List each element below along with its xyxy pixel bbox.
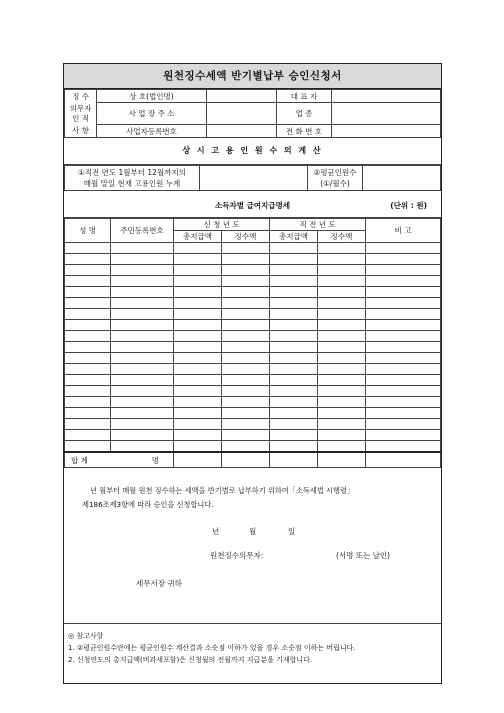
table-cell[interactable] <box>270 375 318 386</box>
average-label-line2: (①/월수) <box>320 179 350 188</box>
table-row <box>65 287 441 298</box>
table-cell[interactable] <box>270 298 318 309</box>
phone-value[interactable] <box>332 125 441 138</box>
total-row-label <box>65 452 174 468</box>
table-cell[interactable] <box>318 276 366 287</box>
table-cell[interactable] <box>318 441 366 453</box>
group-label-2-3 <box>65 103 97 125</box>
table-cell[interactable] <box>174 353 222 364</box>
unit-label: (단위 : 원) <box>390 201 427 210</box>
table-cell[interactable] <box>174 309 222 320</box>
table-cell[interactable] <box>174 331 222 342</box>
phone-label: 전 화 번 호 <box>277 125 332 138</box>
form-title: 원천징수세액 반기별납부 승인신청서 <box>64 64 441 89</box>
table-cell[interactable] <box>111 419 174 430</box>
table-cell[interactable] <box>174 243 222 254</box>
group-label-1: 징 수 <box>65 90 97 103</box>
table-cell[interactable] <box>318 353 366 364</box>
table-cell[interactable] <box>270 408 318 419</box>
cumulative-label <box>65 166 200 191</box>
table-cell[interactable] <box>270 309 318 320</box>
table-cell[interactable] <box>111 331 174 342</box>
table-cell[interactable] <box>174 320 222 331</box>
col-note: 비 고 <box>366 219 441 243</box>
table-cell[interactable] <box>366 309 441 320</box>
table-cell[interactable] <box>174 342 222 353</box>
col-pay: 총지급액 <box>174 231 222 243</box>
table-cell[interactable] <box>111 298 174 309</box>
table-cell[interactable] <box>222 254 270 265</box>
table-row <box>65 331 441 342</box>
table-row <box>65 298 441 309</box>
table-cell[interactable] <box>270 331 318 342</box>
total-note[interactable] <box>366 452 441 468</box>
table-cell[interactable] <box>65 298 111 309</box>
table-cell[interactable] <box>366 364 441 375</box>
table-cell[interactable] <box>366 353 441 364</box>
table-cell[interactable] <box>366 430 441 441</box>
notes-block <box>64 623 441 683</box>
table-cell[interactable] <box>174 287 222 298</box>
table-cell[interactable] <box>366 342 441 353</box>
table-cell[interactable] <box>270 320 318 331</box>
table-cell[interactable] <box>111 408 174 419</box>
table-cell[interactable] <box>318 375 366 386</box>
table-cell[interactable] <box>65 441 111 453</box>
table-cell[interactable] <box>318 254 366 265</box>
table-row <box>65 254 441 265</box>
table-cell[interactable] <box>111 353 174 364</box>
table-cell[interactable] <box>270 364 318 375</box>
table-cell[interactable] <box>65 375 111 386</box>
table-cell[interactable] <box>174 386 222 397</box>
table-cell[interactable] <box>65 276 111 287</box>
table-cell[interactable] <box>174 430 222 441</box>
table-cell[interactable] <box>222 276 270 287</box>
notes-heading: ◎ 참고사항 <box>68 632 104 640</box>
regno-label: 사업자등록번호 <box>97 125 207 138</box>
regno-value[interactable] <box>207 125 277 138</box>
table-cell[interactable] <box>222 320 270 331</box>
table-row <box>65 276 441 287</box>
table-cell[interactable] <box>318 408 366 419</box>
group-label-2: 의무자 <box>69 103 92 113</box>
address-label: 사 업 장 주 소 <box>97 103 207 125</box>
table-cell[interactable] <box>222 353 270 364</box>
table-cell[interactable] <box>222 386 270 397</box>
table-cell[interactable] <box>318 419 366 430</box>
table-cell[interactable] <box>174 276 222 287</box>
table-cell[interactable] <box>111 320 174 331</box>
table-cell[interactable] <box>65 419 111 430</box>
table-cell[interactable] <box>318 342 366 353</box>
table-cell[interactable] <box>111 276 174 287</box>
table-row <box>65 386 441 397</box>
table-row <box>65 364 441 375</box>
col-tax-prev: 징수액 <box>318 231 366 243</box>
total-tax[interactable] <box>222 452 270 468</box>
table-row <box>65 430 441 441</box>
table-cell[interactable] <box>174 254 222 265</box>
recipient-line <box>64 578 441 594</box>
table-cell[interactable] <box>174 441 222 453</box>
table-cell[interactable] <box>65 243 111 254</box>
table-cell[interactable] <box>65 287 111 298</box>
table-cell[interactable] <box>222 243 270 254</box>
table-cell[interactable] <box>318 298 366 309</box>
table-row <box>65 375 441 386</box>
name-label: 상 호(법인명) <box>97 90 207 103</box>
table-cell[interactable] <box>111 254 174 265</box>
table-cell[interactable] <box>270 342 318 353</box>
table-row <box>65 441 441 453</box>
notes-item-2: 2. 신청연도의 총지급액(비과세포함)은 신청월의 전월까지 지급분을 기재합니다. <box>68 656 313 664</box>
table-cell[interactable] <box>366 276 441 287</box>
average-label-line1: ②평균인원수 <box>313 168 357 177</box>
col-id: 주민등록번호 <box>111 219 174 243</box>
table-row <box>65 309 441 320</box>
table-cell[interactable] <box>366 386 441 397</box>
name-value[interactable] <box>207 90 277 103</box>
withholder-info-table <box>64 89 441 138</box>
table-cell[interactable] <box>65 408 111 419</box>
table-row <box>65 265 441 276</box>
table-cell[interactable] <box>318 309 366 320</box>
table-cell[interactable] <box>65 397 111 408</box>
total-pay[interactable] <box>174 452 222 468</box>
table-cell[interactable] <box>222 441 270 453</box>
statement-line-2: 제186조제3항에 따라 승인을 신청합니다. <box>82 500 214 509</box>
table-cell[interactable] <box>65 342 111 353</box>
table-cell[interactable] <box>111 441 174 453</box>
total-label: 합 계 <box>71 455 88 465</box>
table-cell[interactable] <box>174 364 222 375</box>
table-cell[interactable] <box>65 265 111 276</box>
income-rows <box>65 243 441 453</box>
table-row <box>65 353 441 364</box>
recipient: 세무서장 귀하 <box>136 579 182 588</box>
table-row <box>65 320 441 331</box>
table-cell[interactable] <box>318 364 366 375</box>
table-cell[interactable] <box>222 419 270 430</box>
table-cell[interactable] <box>318 386 366 397</box>
table-cell[interactable] <box>366 408 441 419</box>
col-name: 성 명 <box>65 219 111 243</box>
cumulative-label-line2: 매월 말일 현재 고용인원 누계 <box>83 179 181 188</box>
total-tax-prev[interactable] <box>318 452 366 468</box>
table-cell[interactable] <box>111 375 174 386</box>
table-cell[interactable] <box>65 309 111 320</box>
table-cell[interactable] <box>65 331 111 342</box>
business-label: 업 종 <box>277 103 332 125</box>
group-label-3: 인 적 <box>72 113 89 123</box>
table-cell[interactable] <box>318 397 366 408</box>
table-row <box>65 408 441 419</box>
table-cell[interactable] <box>174 408 222 419</box>
table-cell[interactable] <box>366 320 441 331</box>
table-cell[interactable] <box>111 265 174 276</box>
total-unit: 명 <box>151 455 159 465</box>
table-cell[interactable] <box>270 397 318 408</box>
income-subtitle: 소득자별 급여지급명세 <box>214 201 291 210</box>
address-value[interactable] <box>207 103 277 125</box>
table-cell[interactable] <box>174 375 222 386</box>
table-cell[interactable] <box>111 386 174 397</box>
table-cell[interactable] <box>222 397 270 408</box>
statement-block <box>64 484 441 512</box>
application-form <box>63 63 442 684</box>
table-cell[interactable] <box>65 386 111 397</box>
table-cell[interactable] <box>222 331 270 342</box>
group-label-4: 사 항 <box>65 125 97 138</box>
table-cell[interactable] <box>222 408 270 419</box>
table-cell[interactable] <box>111 430 174 441</box>
table-cell[interactable] <box>65 364 111 375</box>
table-cell[interactable] <box>222 287 270 298</box>
table-cell[interactable] <box>222 309 270 320</box>
table-cell[interactable] <box>111 309 174 320</box>
table-cell[interactable] <box>270 276 318 287</box>
signature-mark[interactable]: (서명 또는 날인) <box>336 551 391 560</box>
table-cell[interactable] <box>111 243 174 254</box>
table-cell[interactable] <box>222 364 270 375</box>
table-cell[interactable] <box>318 287 366 298</box>
table-cell[interactable] <box>366 441 441 453</box>
table-cell[interactable] <box>111 287 174 298</box>
average-label <box>308 166 363 191</box>
cumulative-label-line1: ①직전 연도 1월부터 12월까지의 <box>78 168 186 177</box>
table-cell[interactable] <box>174 265 222 276</box>
table-cell[interactable] <box>65 254 111 265</box>
table-cell[interactable] <box>366 419 441 430</box>
table-cell[interactable] <box>270 243 318 254</box>
table-cell[interactable] <box>270 441 318 453</box>
total-pay-prev[interactable] <box>270 452 318 468</box>
table-cell[interactable] <box>366 265 441 276</box>
table-cell[interactable] <box>366 287 441 298</box>
table-cell[interactable] <box>65 320 111 331</box>
table-cell[interactable] <box>270 287 318 298</box>
date-day: 일 <box>288 527 296 536</box>
table-cell[interactable] <box>65 353 111 364</box>
table-cell[interactable] <box>222 265 270 276</box>
col-prev-year: 직 전 년 도 <box>270 219 366 231</box>
table-cell[interactable] <box>222 375 270 386</box>
table-row <box>65 397 441 408</box>
col-pay-prev: 총지급액 <box>270 231 318 243</box>
table-cell[interactable] <box>318 320 366 331</box>
table-cell[interactable] <box>222 430 270 441</box>
income-subtitle-row <box>64 191 441 218</box>
table-cell[interactable] <box>366 397 441 408</box>
table-cell[interactable] <box>270 430 318 441</box>
statement-line-1: 년 월부터 매월 원천 징수하는 세액을 반기별로 납부하기 위하여「소득세법 시행령」 <box>90 486 355 495</box>
signature-line <box>64 550 441 566</box>
table-cell[interactable] <box>366 331 441 342</box>
table-cell[interactable] <box>111 342 174 353</box>
employee-calc-table <box>64 165 441 191</box>
table-cell[interactable] <box>222 342 270 353</box>
table-cell[interactable] <box>318 430 366 441</box>
col-apply-year: 신 청 년 도 <box>174 219 270 231</box>
employee-calc-heading: 상 시 고 용 인 원 수 의 계 산 <box>64 138 441 165</box>
date-month: 월 <box>249 527 257 536</box>
date-line <box>64 526 441 542</box>
table-row <box>65 419 441 430</box>
table-cell[interactable] <box>111 397 174 408</box>
table-cell[interactable] <box>270 265 318 276</box>
table-cell[interactable] <box>111 364 174 375</box>
table-cell[interactable] <box>366 254 441 265</box>
table-cell[interactable] <box>65 430 111 441</box>
table-cell[interactable] <box>174 397 222 408</box>
notes-item-1: 1. ②평균인원수란에는 평균인원수 계산결과 소숫점 이하가 있을 경우 소숫점 이하는 버립니다. <box>68 644 356 652</box>
table-cell[interactable] <box>318 265 366 276</box>
table-cell[interactable] <box>174 298 222 309</box>
table-cell[interactable] <box>270 254 318 265</box>
table-cell[interactable] <box>318 331 366 342</box>
col-tax: 징수액 <box>222 231 270 243</box>
rep-label: 대 표 자 <box>277 90 332 103</box>
table-cell[interactable] <box>270 386 318 397</box>
table-cell[interactable] <box>270 353 318 364</box>
average-value[interactable] <box>363 166 441 191</box>
table-cell[interactable] <box>270 419 318 430</box>
table-cell[interactable] <box>174 419 222 430</box>
table-cell[interactable] <box>366 243 441 254</box>
table-cell[interactable] <box>222 298 270 309</box>
business-value[interactable] <box>332 103 441 125</box>
table-cell[interactable] <box>318 243 366 254</box>
rep-value[interactable] <box>332 90 441 103</box>
cumulative-value[interactable] <box>200 166 308 191</box>
income-table <box>64 218 441 468</box>
table-cell[interactable] <box>366 298 441 309</box>
signature-label: 원천징수의무자: <box>210 551 264 560</box>
table-row <box>65 243 441 254</box>
table-row <box>65 342 441 353</box>
table-cell[interactable] <box>366 375 441 386</box>
date-year: 년 <box>212 527 220 536</box>
